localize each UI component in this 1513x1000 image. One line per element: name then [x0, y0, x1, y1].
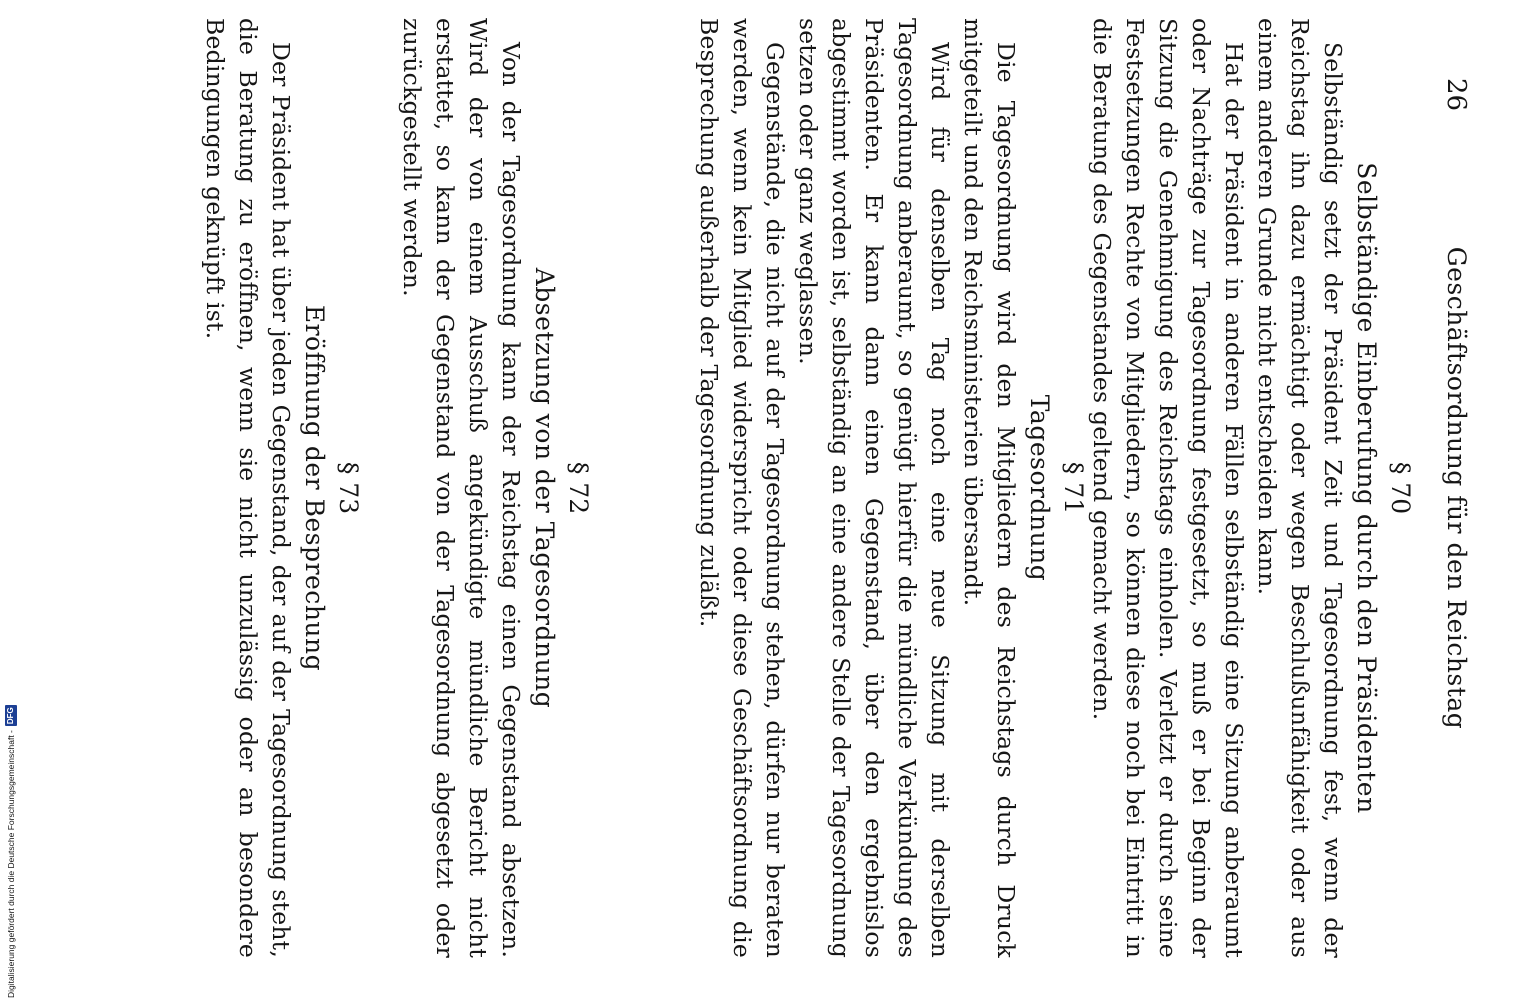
- section-title: Absetzung von der Tagesordnung: [530, 267, 559, 709]
- section-number: § 72: [564, 461, 593, 515]
- section-title: Selbständige Einberufung durch den Präsidenten: [1352, 162, 1381, 814]
- paragraph: Hat der Präsident in anderen Fällen selbständig eine Sitzung anberaumt oder Nachträge zur Tagesordnung festgesetzt, so muß er bei Beginn der Sitzung die Genehmigung des Reichstags einholen. Verletzt er durch seine Festsetzungen Rechte von Mitgliedern, so können diese noch bei Eintritt in die Beratung des Gegenstandes geltend gemacht werden.: [1088, 18, 1248, 958]
- section-70: [1085, 18, 1417, 958]
- running-title: Geschäftsordnung für den Reichstag: [1442, 246, 1471, 730]
- paragraph: Selbständig setzt der Präsident Zeit und Tagesordnung fest, wenn der Reichstag ihn dazu ermächtigt oder wegen Beschlußunfähigkeit oder aus einem anderen Grunde nicht entscheiden kann.: [1253, 18, 1347, 958]
- rotated-page: [115, 18, 1475, 958]
- section-title: Tagesordnung: [1025, 394, 1054, 582]
- section-number: § 71: [1059, 461, 1088, 515]
- section-71: [692, 18, 1090, 958]
- page-number: 26: [1441, 78, 1471, 112]
- paragraph: Gegenstände, die nicht auf der Tagesordnung stehen, dürfen nur beraten werden, wenn kein Mitglied widerspricht oder diese Geschäftsordnung die Besprechung außerhalb der Tagesordnung zuläßt.: [695, 18, 789, 958]
- paragraph: Die Tagesordnung wird den Mitgliedern des Reichstags durch Druck mitgeteilt und den Reichsministerien übersandt.: [959, 18, 1020, 958]
- section-72: [395, 18, 595, 958]
- digitization-credit: [4, 608, 18, 998]
- paragraph: Von der Tagesordnung kann der Reichstag einen Gegenstand absetzen. Wird der von einem Ausschuß angekündigte mündliche Bericht nicht erstattet, so kann der Gegenstand von der Tagesordnung abgesetzt oder zurückgestellt werden.: [398, 18, 525, 958]
- section-number: § 73: [334, 461, 363, 515]
- running-head: [1435, 18, 1475, 958]
- section-title: Eröffnung der Besprechung: [300, 304, 329, 672]
- section-number: § 70: [1386, 461, 1415, 515]
- paragraph: Der Präsident hat über jeden Gegenstand, der auf der Tagesordnung steht, die Beratung zu eröffnen, wenn sie nicht unzulässig oder an besondere Bedingungen geknüpft ist.: [201, 18, 295, 958]
- dfg-logo: DFG: [6, 707, 15, 725]
- paragraph: Wird für denselben Tag noch eine neue Sitzung mit derselben Tagesordnung anberaumt, so genügt hierfür die mündliche Verkündung des Präsidenten. Er kann dann einen Gegenstand, über den ergebnislos abgestimmt worden ist, selbständig an eine andere Stelle der Tagesordnung setzen oder ganz weglassen.: [794, 18, 954, 958]
- credit-text: Digitalisierung gefördert durch die Deutsche Forschungsgemeinschaft -: [6, 730, 16, 998]
- section-73: [198, 18, 365, 958]
